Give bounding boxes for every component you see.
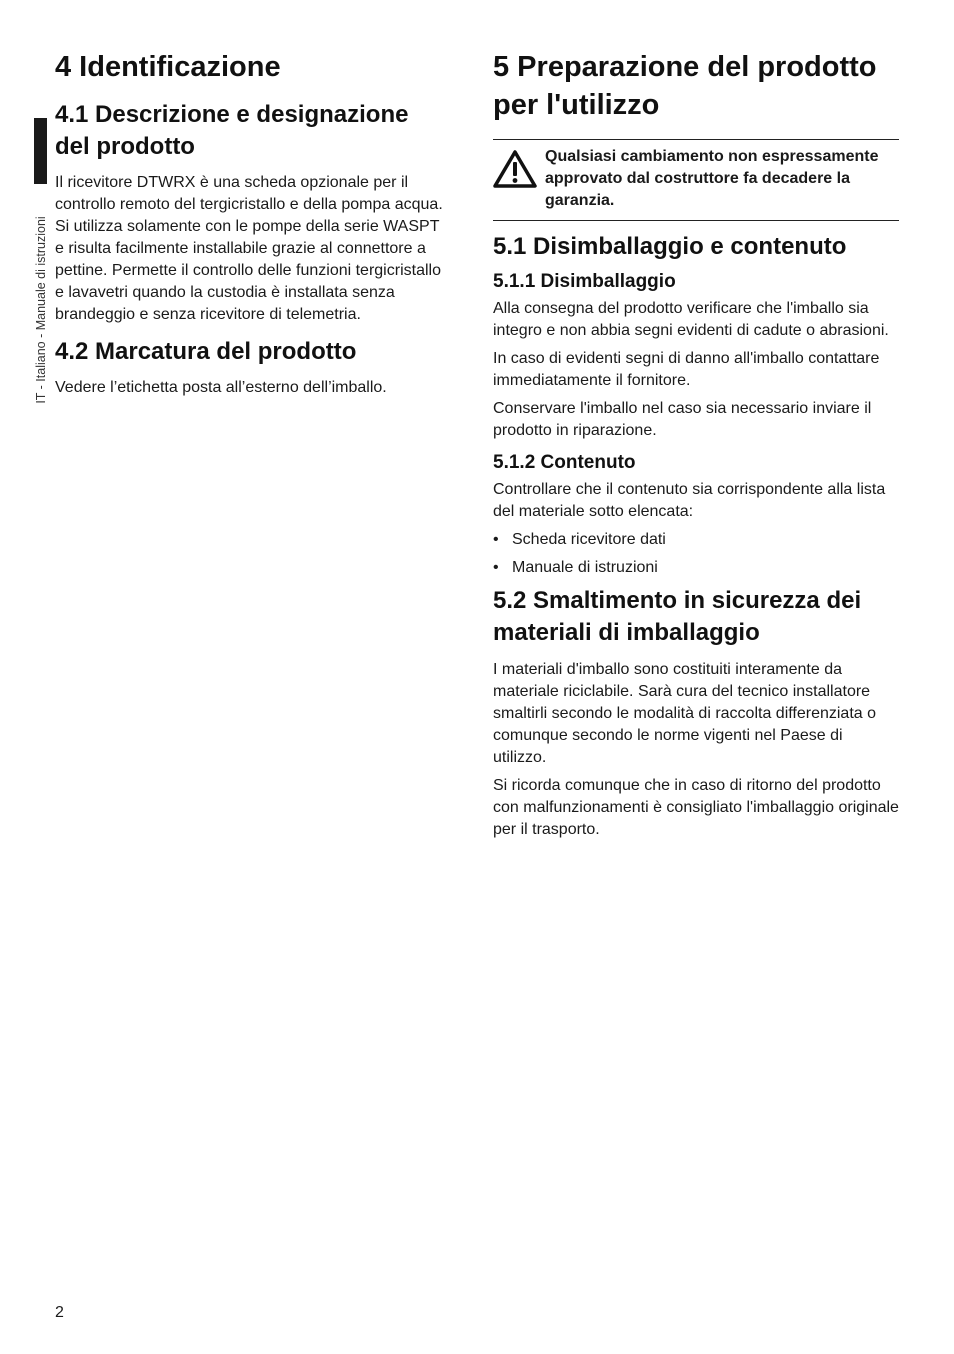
- right-column: [493, 48, 899, 841]
- left-column: [55, 48, 447, 399]
- sidebar-language-label: IT - Italiano - Manuale di istruzioni: [34, 216, 48, 404]
- bullet-icon: •: [493, 559, 499, 576]
- section-5-2-para-1: I materiali d'imballo sono costituiti interamente da materiale riciclabile. Sarà cura del tecnico installatore smaltirli secondo le modalità di raccolta differenziata o comunque secondo le norme vigenti nel Paese di utilizzo.: [493, 661, 877, 766]
- section-4-2-body: Vedere l’etichetta posta all’esterno dell’imballo.: [55, 379, 387, 396]
- chapter-5-title: 5 Preparazione del prodotto per l'utilizzo: [493, 51, 877, 121]
- section-5-2-title: 5.2 Smaltimento in sicurezza dei materiali di imballaggio: [493, 587, 862, 646]
- warning-box: [493, 139, 899, 221]
- section-4-2-title: 4.2 Marcatura del prodotto: [55, 338, 357, 365]
- section-5-1-1-para-3: Conservare l'imballo nel caso sia necessario inviare il prodotto in riparazione.: [493, 400, 872, 439]
- section-5-1-2-para-1: Controllare che il contenuto sia corrispondente alla lista del materiale sotto elencata:: [493, 481, 886, 520]
- list-item-text: Manuale di istruzioni: [512, 559, 658, 576]
- list-item: [493, 557, 899, 579]
- bullet-icon: •: [493, 531, 499, 548]
- section-5-1-1-para-1: Alla consegna del prodotto verificare che l'imballo sia integro e non abbia segni evidenti di cadute o abrasioni.: [493, 300, 889, 339]
- section-5-1-1-title: 5.1.1 Disimballaggio: [493, 271, 676, 292]
- section-5-1-2-title: 5.1.2 Contenuto: [493, 452, 636, 473]
- section-5-1-1-para-2: In caso di evidenti segni di danno all'imballo contattare immediatamente il fornitore.: [493, 350, 880, 389]
- section-4-1-body: Il ricevitore DTWRX è una scheda opzionale per il controllo remoto del tergicristallo e della pompa acqua. Si utilizza solamente con le pompe della serie WASPT e risulta facilmente installabile grazie al connettore a pettine. Permette il controllo delle funzioni tergicristallo e lavavetri quando la custodia è installata senza brandeggio e senza ricevitore di telemetria.: [55, 174, 443, 323]
- list-item: [493, 529, 899, 551]
- warning-triangle-icon: [493, 149, 537, 189]
- contents-list: [493, 529, 899, 579]
- list-item-text: Scheda ricevitore dati: [512, 531, 666, 548]
- page-number: 2: [55, 1304, 64, 1321]
- sidebar-tab-marker: [34, 118, 47, 184]
- section-5-1-title: 5.1 Disimballaggio e contenuto: [493, 233, 847, 260]
- section-5-2-para-2: Si ricorda comunque che in caso di ritorno del prodotto con malfunzionamenti è consigliato l'imballaggio originale per il trasporto.: [493, 777, 899, 838]
- chapter-4-title: 4 Identificazione: [55, 51, 281, 83]
- warning-text: Qualsiasi cambiamento non espressamente approvato dal costruttore fa decadere la garanzia.: [545, 148, 879, 209]
- section-4-1-title: 4.1 Descrizione e designazione del prodotto: [55, 101, 409, 160]
